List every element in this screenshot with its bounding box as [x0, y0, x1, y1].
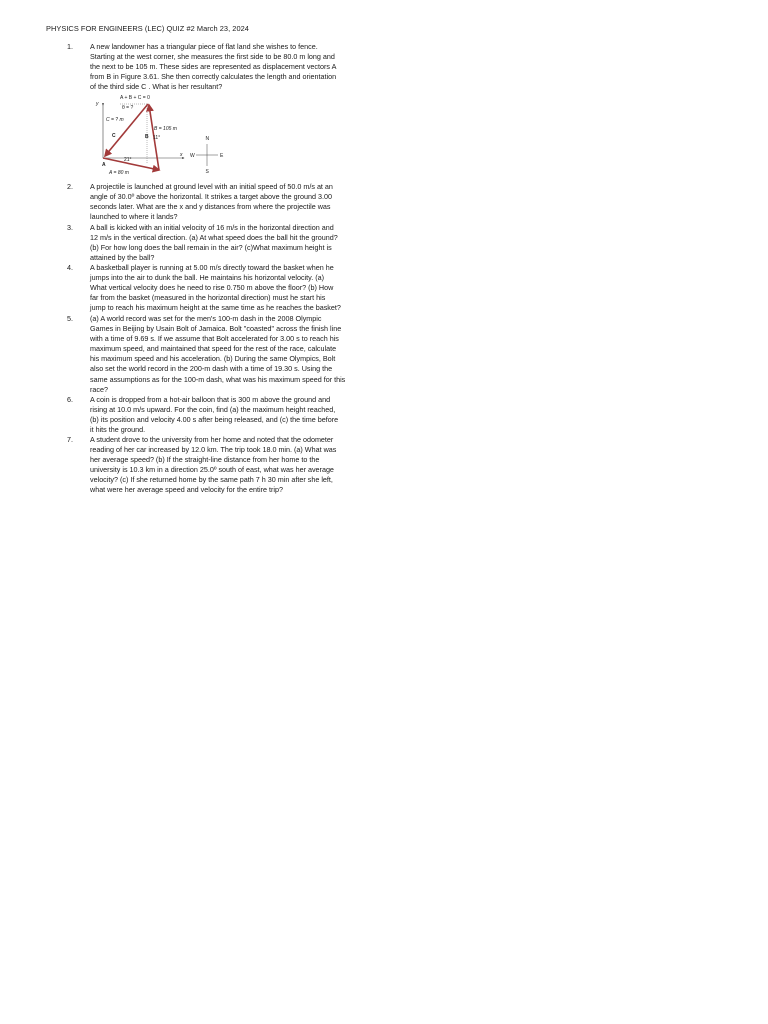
a-letter-label: A [102, 162, 106, 168]
compass-south-label: S [205, 169, 209, 175]
question-number: 2. [67, 182, 73, 191]
a-magnitude-label: A = 80 m [109, 170, 129, 176]
question-number: 7. [67, 435, 73, 444]
compass-north-label: N [205, 136, 210, 142]
compass-west-label: W [190, 153, 195, 159]
question-text: (a) A world record was set for the men's 100-m dash in the 2008 Olympic Games in Beijing by Usain Bolt of Jamaica. Bolt "coasted" across the finish line with a time of 9.69 s. If we assume that Bolt accelerated for 3.00 s to reach his maximum speed, and maintained that speed for the rest of the race, calculate his maximum speed and his acceleration. (b) During the same Olympics, Bolt also set the world record in the 200-m dash with a time of 19.30 s. Using the same assumptions as for the 100-m dash, what was his maximum speed for this race? [90, 314, 346, 394]
question-number: 6. [67, 395, 73, 404]
question-text: A student drove to the university from her home and noted that the odometer reading of her car increased by 12.0 km. The trip took 18.0 min. (a) What was her average speed? (b) If the straight-line distance from her home to the university is 10.3 km in a direction 25.0º south of east, what was her average velocity? (c) If she returned home by the same path 7 h 30 min after she left, what were her average speed and velocity for the entire trip? [90, 435, 337, 495]
compass-east-label: E [220, 153, 224, 159]
x-axis-label: x [180, 152, 183, 158]
vector-diagram [92, 92, 242, 180]
question-text: A new landowner has a triangular piece of flat land she wishes to fence. Starting at the west corner, she measures the first side to be 80.0 m long and the next to be 105 m. These sides are represented as displacement vectors A from B in Figure 3.61. She then correctly calculates the length and orientation of the third side C . What is her resultant? [90, 42, 337, 92]
a-angle-label: 21° [124, 157, 132, 163]
question-text: A projectile is launched at ground level with an initial speed of 50.0 m/s at an angle of 30.0º above the horizontal. It strikes a target above the ground 3.00 seconds later. What are the x and y distances from where the projectile was launched to where it lands? [90, 182, 333, 222]
vector-triangle-figure [92, 92, 242, 180]
question-text: A ball is kicked with an initial velocity of 16 m/s in the horizontal direction and 12 m/s in the vertical direction. (a) At what speed does the ball hit the ground? (b) For how long does the ball remain in the air? (c)What maximum height is attained by the ball? [90, 223, 338, 263]
angle-theta-label: θ = ? [122, 105, 134, 111]
y-axis-label: y [96, 101, 99, 107]
question-number: 5. [67, 314, 73, 323]
vector-equation: A + B + C = 0 [120, 95, 150, 101]
question-text: A coin is dropped from a hot-air balloon that is 300 m above the ground and rising at 10.0 m/s upward. For the coin, find (a) the maximum height reached, (b) its position and velocity 4.00 s after being released, and (c) the time before it hits the ground. [90, 395, 339, 435]
b-angle-label: 11° [153, 135, 161, 141]
question-number: 1. [67, 42, 73, 51]
b-magnitude-label: B = 105 m [154, 126, 177, 132]
c-letter-label: C [112, 133, 116, 139]
c-magnitude-label: C = ? m [106, 117, 124, 123]
question-number: 4. [67, 263, 73, 272]
b-letter-label: B [145, 134, 149, 140]
vector-c [105, 104, 148, 156]
quiz-header: PHYSICS FOR ENGINEERS (LEC) QUIZ #2 March 23, 2024 [46, 24, 249, 33]
question-text: A basketball player is running at 5.00 m/s directly toward the basket when he jumps into the air to dunk the ball. He maintains his horizontal velocity. (a) What vertical velocity does he need to rise 0.750 m above the floor? (b) How far from the basket (measured in the horizontal direction) must he start his jump to reach his maximum height at the same time as he reaches the basket? [90, 263, 341, 313]
question-number: 3. [67, 223, 73, 232]
